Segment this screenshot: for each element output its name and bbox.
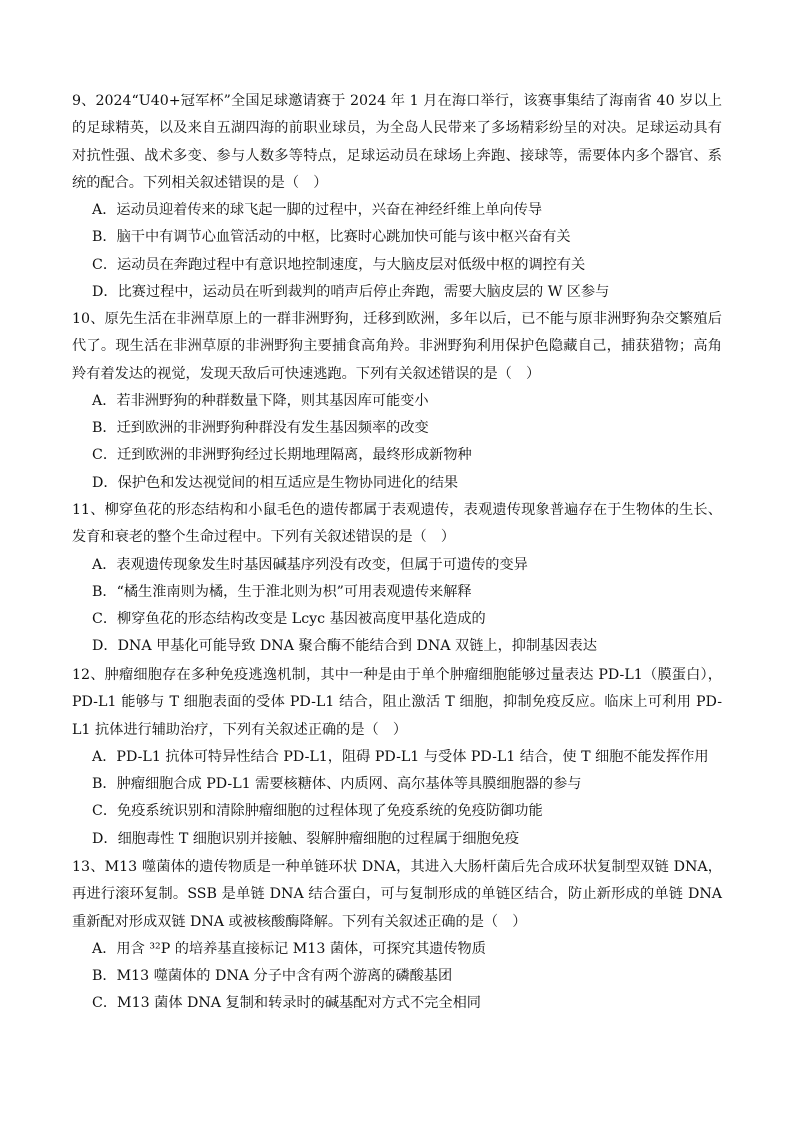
question-number: 9、	[72, 93, 96, 109]
option-d: D．保护色和发达视觉间的相互适应是生物协同进化的结果	[92, 474, 459, 491]
question-10	[72, 306, 722, 497]
question-9	[72, 88, 722, 306]
option-a: A．运动员迎着传来的球飞起一脚的过程中，兴奋在神经纤维上单向传导	[92, 202, 543, 219]
option-c: C．柳穿鱼花的形态结构改变是 Lcyc 基因被高度甲基化造成的	[92, 611, 486, 628]
question-11	[72, 497, 722, 661]
question-stem	[72, 662, 722, 744]
option-d: D．比赛过程中，运动员在听到裁判的哨声后停止奔跑，需要大脑皮层的 W 区参与	[92, 284, 610, 301]
question-number: 13、	[72, 859, 105, 875]
option-a: A．表观遗传现象发生时基因碱基序列没有改变，但属于可遗传的变异	[92, 556, 528, 573]
option-c: C．运动员在奔跑过程中有意识地控制速度，与大脑皮层对低级中枢的调控有关	[92, 256, 586, 273]
option-a: A．用含 ³²P 的培养基直接标记 M13 菌体，可探究其遗传物质	[92, 940, 486, 957]
option-d: D．DNA 甲基化可能导致 DNA 聚合酶不能结合到 DNA 双链上，抑制基因表达	[92, 638, 597, 655]
option-d: D．细胞毒性 T 细胞识别并接触、裂解肿瘤细胞的过程属于细胞免疫	[92, 830, 520, 847]
option-a: A．若非洲野狗的种群数量下降，则其基因库可能变小	[92, 392, 429, 409]
question-stem	[72, 497, 722, 552]
question-number: 11、	[72, 502, 105, 518]
option-a: A．PD-L1 抗体可特异性结合 PD-L1，阻碍 PD-L1 与受体 PD-L1 结合，使 T 细胞不能发挥作用	[92, 748, 709, 765]
question-stem	[72, 88, 722, 197]
question-text: 肿瘤细胞存在多种免疫逃逸机制，其中一种是由于单个肿瘤细胞能够过量表达 PD-L1（膜蛋白），PD-L1 能够与 T 细胞表面的受体 PD-L1 结合，阻止激活 T 细胞，抑制免疫反应。临床上可利用 PD-L1 抗体进行辅助治疗，下列有关叙述正确的是（ ）	[72, 667, 722, 738]
option-b: B．M13 噬菌体的 DNA 分子中含有两个游离的磷酸基团	[92, 968, 453, 985]
option-c: C．M13 菌体 DNA 复制和转录时的碱基配对方式不完全相同	[92, 995, 481, 1012]
question-text: 原先生活在非洲草原上的一群非洲野狗，迁移到欧洲，多年以后，已不能与原非洲野狗杂交繁殖后代了。现生活在非洲草原的非洲野狗主要捕食高角羚。非洲野狗利用保护色隐藏自己，捕获猎物；高角羚有着发达的视觉，发现天敌后可快速逃跑。下列有关叙述错误的是（ ）	[72, 311, 722, 382]
option-c: C．迁到欧洲的非洲野狗经过长期地理隔离，最终形成新物种	[92, 447, 472, 464]
question-stem	[72, 854, 722, 936]
question-stem	[72, 306, 722, 388]
option-b: B．“橘生淮南则为橘，生于淮北则为枳”可用表观遗传来解释	[92, 583, 472, 600]
question-number: 12、	[72, 667, 105, 683]
option-b: B．脑干中有调节心血管活动的中枢，比赛时心跳加快可能与该中枢兴奋有关	[92, 229, 571, 246]
option-c: C．免疫系统识别和清除肿瘤细胞的过程体现了免疫系统的免疫防御功能	[92, 803, 543, 820]
question-text: 2024“U40+冠军杯”全国足球邀请赛于 2024 年 1 月在海口举行，该赛事集结了海南省 40 岁以上的足球精英，以及来自五湖四海的前职业球员，为全岛人民带来了多场精彩纷呈的对决。足球运动具有对抗性强、战术多变、参与人数多等特点，足球运动员在球场上奔跑、接球等，需要体内多个器官、系统的配合。下列相关叙述错误的是（ ）	[72, 93, 722, 191]
question-number: 10、	[72, 311, 105, 327]
question-13	[72, 854, 722, 1018]
option-b: B．肿瘤细胞合成 PD-L1 需要核糖体、内质网、高尔基体等具膜细胞器的参与	[92, 776, 582, 793]
question-text: M13 噬菌体的遗传物质是一种单链环状 DNA，其进入大肠杆菌后先合成环状复制型双链 DNA，再进行滚环复制。SSB 是单链 DNA 结合蛋白，可与复制形成的单链区结合，防止新形成的单链 DNA 重新配对形成双链 DNA 或被核酸酶降解。下列有关叙述正确的是（ ）	[72, 859, 722, 930]
question-12	[72, 662, 722, 853]
question-text: 柳穿鱼花的形态结构和小鼠毛色的遗传都属于表观遗传，表观遗传现象普遍存在于生物体的生长、发育和衰老的整个生命过程中。下列有关叙述错误的是（ ）	[72, 502, 722, 546]
option-b: B．迁到欧洲的非洲野狗种群没有发生基因频率的改变	[92, 420, 429, 437]
